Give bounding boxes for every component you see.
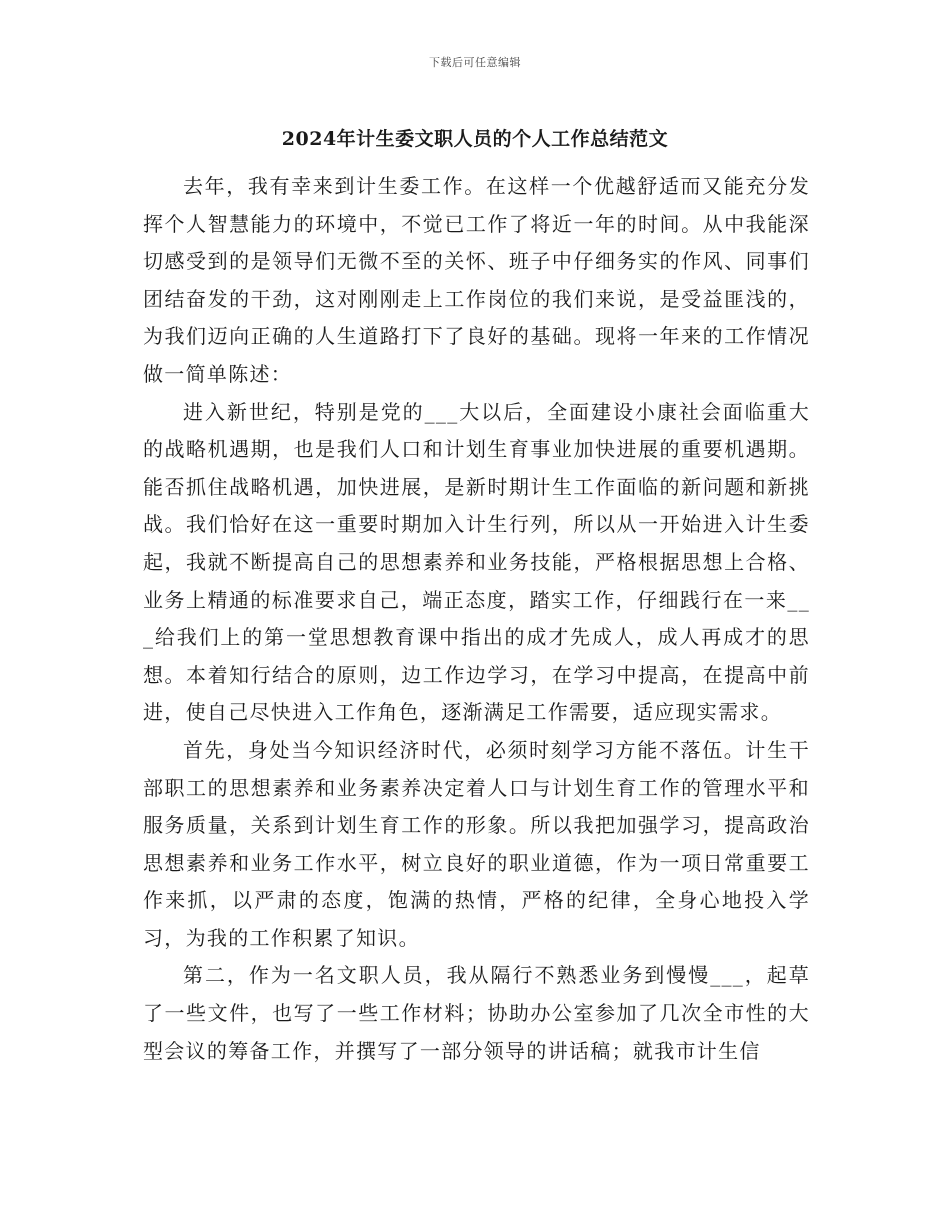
document-title: 2024年计生委文职人员的个人工作总结范文 (281, 128, 669, 150)
document-body (143, 168, 810, 1070)
paragraph-1: 去年，我有幸来到计生委工作。在这样一个优越舒适而又能充分发挥个人智慧能力的环境中，不觉已工作了将近一年的时间。从中我能深切感受到的是领导们无微不至的关怀、班子中仔细务实的作风、同事们团结奋发的干劲，这对刚刚走上工作岗位的我们来说，是受益匪浅的，为我们迈向正确的人生道路打下了良好的基础。现将一年来的工作情况做一简单陈述： (143, 174, 810, 386)
paragraph-2: 进入新世纪，特别是党的___大以后，全面建设小康社会面临重大的战略机遇期，也是我们人口和计划生育事业加快进展的重要机遇期。能否抓住战略机遇，加快进展，是新时期计生工作面临的新问题和新挑战。我们恰好在这一重要时期加入计生行列，所以从一开始进入计生委起，我就不断提高自己的思想素养和业务技能，严格根据思想上合格、业务上精通的标准要求自己，端正态度，踏实工作，仔细践行在一来___给我们上的第一堂思想教育课中指出的成才先成人，成人再成才的思想。本着知行结合的原则，边工作边学习，在学习中提高，在提高中前进，使自己尽快进入工作角色，逐渐满足工作需要，适应现实需求。 (143, 399, 810, 725)
paragraph-3: 首先，身处当今知识经济时代，必须时刻学习方能不落伍。计生干部职工的思想素养和业务素养决定着人口与计划生育工作的管理水平和服务质量，关系到计划生育工作的形象。所以我把加强学习，提高政治思想素养和业务工作水平，树立良好的职业道德，作为一项日常重要工作来抓，以严肃的态度，饱满的热情，严格的纪律，全身心地投入学习，为我的工作积累了知识。 (143, 737, 810, 950)
paragraph-4: 第二，作为一名文职人员，我从隔行不熟悉业务到慢慢___，起草了一些文件，也写了一些工作材料；协助办公室参加了几次全市性的大型会议的筹备工作，并撰写了一部分领导的讲话稿；就我市计生信 (143, 963, 810, 1063)
header-note: 下载后可任意编辑 (429, 56, 521, 69)
